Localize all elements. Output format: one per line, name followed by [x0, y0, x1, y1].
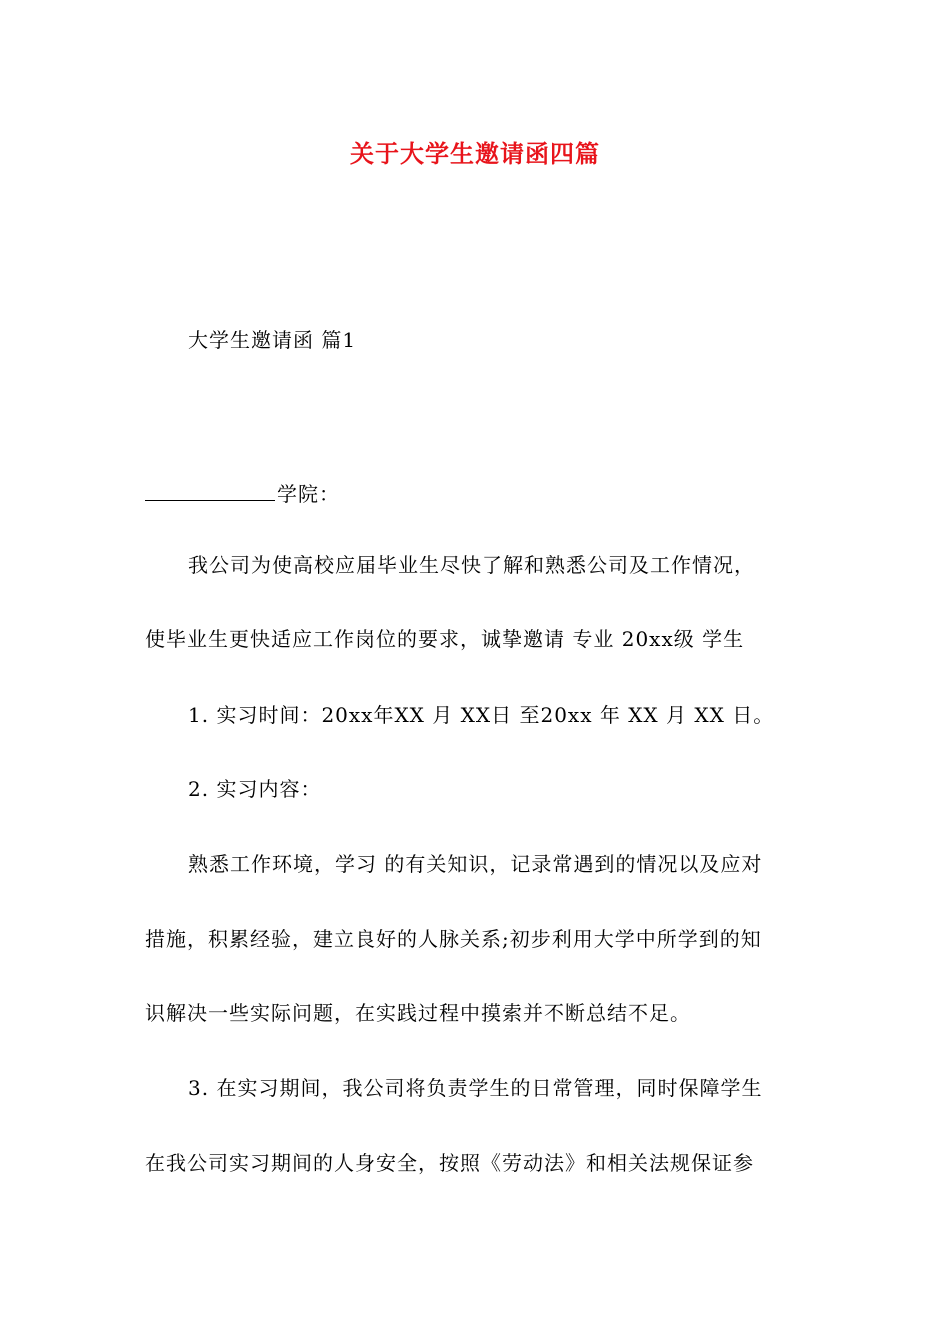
paragraph-line-2: 使毕业生更快适应工作岗位的要求，诚挚邀请 专业 20xx级 学生	[145, 627, 745, 651]
salutation-suffix: 学院：	[277, 482, 340, 506]
blank-underline	[145, 478, 275, 501]
paragraph-line-4: 2. 实习内容：	[188, 777, 322, 801]
paragraph-line-1: 我公司为使高校应届毕业生尽快了解和熟悉公司及工作情况，	[188, 553, 755, 577]
section-heading: 大学生邀请函 篇1	[188, 328, 357, 352]
paragraph-line-8: 3. 在实习期间，我公司将负责学生的日常管理，同时保障学生	[188, 1076, 763, 1100]
paragraph-line-6: 措施，积累经验，建立良好的人脉关系;初步利用大学中所学到的知	[145, 927, 762, 951]
paragraph-line-7: 识解决一些实际问题，在实践过程中摸索并不断总结不足。	[145, 1001, 691, 1025]
paragraph-line-3: 1. 实习时间：20xx年XX 月 XX日 至20xx 年 XX 月 XX 日。	[188, 703, 775, 727]
paragraph-line-9: 在我公司实习期间的人身安全，按照《劳动法》和相关法规保证参	[145, 1151, 754, 1175]
document-title: 关于大学生邀请函四篇	[350, 140, 600, 168]
paragraph-line-5: 熟悉工作环境，学习 的有关知识，记录常遇到的情况以及应对	[188, 852, 763, 876]
salutation-line	[145, 478, 340, 508]
